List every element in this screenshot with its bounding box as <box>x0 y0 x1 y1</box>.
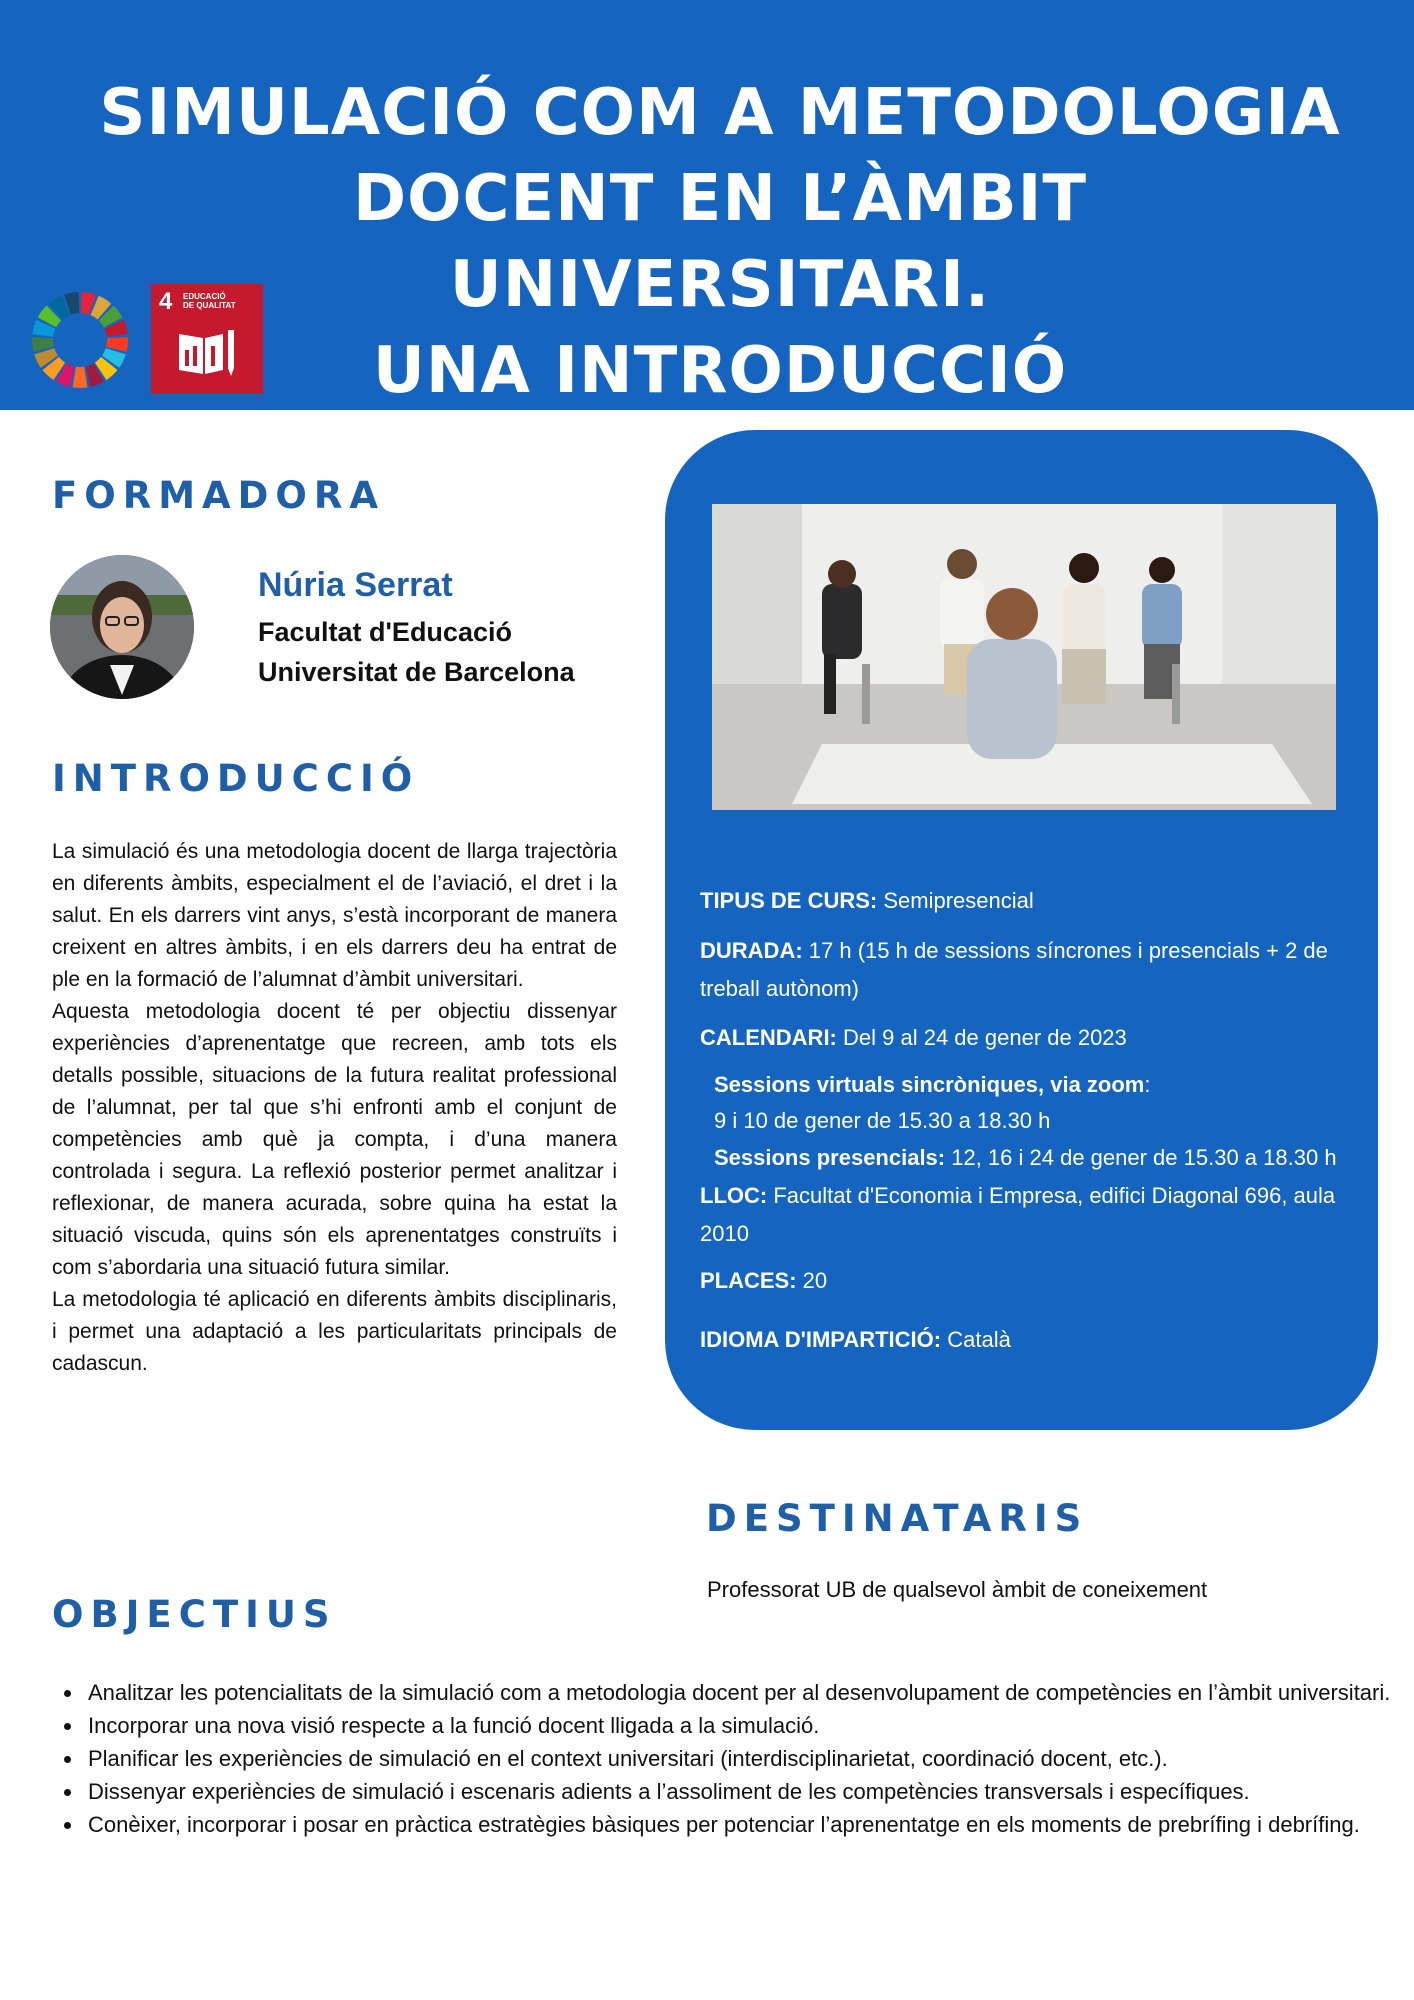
objective-item: • Analitzar les potencialitats de la simulació com a metodologia docent per al desenvolupament de competències en l’àmbit universitari. <box>84 1676 1394 1709</box>
introduction-heading: INTRODUCCIÓ <box>52 757 420 800</box>
language-value: Català <box>941 1327 1011 1352</box>
place-label: LLOC: <box>700 1183 768 1208</box>
course-photo <box>712 504 1336 810</box>
trainer-name: Núria Serrat <box>258 566 453 604</box>
duration-value: 17 h (15 h de sessions síncrones i presencials + 2 de treball autònom) <box>700 938 1328 1001</box>
place-value: Facultat d'Economia i Empresa, edifici Diagonal 696, aula 2010 <box>700 1183 1336 1246</box>
inperson-sessions <box>714 1139 1374 1177</box>
objective-item: • Incorporar una nova visió respecte a la funció docent lligada a la simulació. <box>84 1709 1394 1742</box>
introduction-body <box>52 836 617 1380</box>
virtual-sessions-colon: : <box>1144 1072 1151 1097</box>
seats-value: 20 <box>796 1268 828 1293</box>
virtual-sessions <box>714 1067 1374 1139</box>
title-line-3: UNA INTRODUCCIÓ <box>372 334 1068 408</box>
objectives-heading: OBJECTIUS <box>52 1593 337 1636</box>
trainer-heading: FORMADORA <box>52 474 385 517</box>
objective-item: • Conèixer, incorporar i posar en pràctica estratègies bàsiques per potenciar l’aprenentatge en els moments de prebrífing i debrífing. <box>84 1808 1394 1841</box>
calendar-value: Del 9 al 24 de gener de 2023 <box>836 1025 1127 1050</box>
seats-label: PLACES: <box>700 1268 797 1293</box>
page-title <box>80 70 1360 414</box>
trainer-avatar <box>50 555 194 699</box>
objectives-list <box>50 1676 1394 1841</box>
sdg-label-line-2: DE QUALITAT <box>183 301 236 310</box>
sdg-number: 4 <box>159 288 173 315</box>
trainer-faculty: Facultat d'Educació <box>258 617 512 647</box>
inperson-sessions-label: Sessions presencials: <box>714 1145 946 1170</box>
intro-paragraph-3: La metodologia té aplicació en diferents àmbits disciplinaris, i permet una adaptació a les particularitats principals de cadascun. <box>52 1288 617 1375</box>
course-type <box>700 882 1360 920</box>
trainer-photo <box>50 555 194 699</box>
course-language <box>700 1321 1360 1359</box>
group-session-photo <box>712 504 1336 810</box>
virtual-sessions-value: 9 i 10 de gener de 15.30 a 18.30 h <box>714 1108 1051 1133</box>
intro-paragraph-1: La simulació és una metodologia docent de llarga trajectòria en diferents àmbits, especialment el de l’aviació, el dret i la salut. En els darrers vint anys, s’està incorporant de manera creixent en altres àmbits, i en els darrers deu ha entrat de ple en la formació de l’alumnat d’àmbit universitari. <box>52 840 617 991</box>
course-place <box>700 1177 1360 1253</box>
sdg4-education-badge <box>151 284 263 394</box>
course-seats <box>700 1262 1360 1300</box>
inperson-sessions-value: 12, 16 i 24 de gener de 15.30 a 18.30 h <box>945 1145 1337 1170</box>
title-line-2: DOCENT EN L’ÀMBIT UNIVERSITARI. <box>352 162 1088 322</box>
language-label: IDIOMA D'IMPARTICIÓ: <box>700 1327 942 1352</box>
duration-label: DURADA: <box>700 938 803 963</box>
book-pencil-icon <box>175 324 239 380</box>
course-duration <box>700 932 1360 1008</box>
title-line-1: SIMULACIÓ COM A METODOLOGIA <box>99 76 1341 150</box>
header-banner <box>0 0 1414 410</box>
sdg-label <box>183 292 236 310</box>
sdg-wheel-icon <box>30 290 130 390</box>
objective-item: • Dissenyar experiències de simulació i escenaris adients a l’assoliment de les competències transversals i específiques. <box>84 1775 1394 1808</box>
audience-text: Professorat UB de qualsevol àmbit de coneixement <box>707 1577 1208 1602</box>
course-calendar <box>700 1019 1360 1057</box>
audience-heading: DESTINATARIS <box>706 1497 1089 1540</box>
course-type-value: Semipresencial <box>877 888 1034 913</box>
intro-paragraph-2: Aquesta metodologia docent té per objectiu dissenyar experiències d’aprenentatge que recreen, amb tots els detalls possible, situacions de la futura realitat professional de l’alumnat, per tal que s’hi enfronti amb el conjunt de competències amb què ja compta, i d’una manera controlada i segura. La reflexió posterior permet analitzar i reflexionar, de manera acurada, sobre quina ha estat la situació viscuda, quins són els aprenentatges construïts i com s’abordaria una situació futura similar. <box>52 1000 617 1279</box>
sdg-label-line-1: EDUCACIÓ <box>183 292 226 301</box>
calendar-label: CALENDARI: <box>700 1025 837 1050</box>
objective-item: • Planificar les experiències de simulació en el context universitari (interdisciplinarietat, coordinació docent, etc.). <box>84 1742 1394 1775</box>
course-type-label: TIPUS DE CURS: <box>700 888 878 913</box>
virtual-sessions-label: Sessions virtuals sincròniques, via zoom <box>714 1072 1145 1097</box>
trainer-university: Universitat de Barcelona <box>258 657 575 687</box>
